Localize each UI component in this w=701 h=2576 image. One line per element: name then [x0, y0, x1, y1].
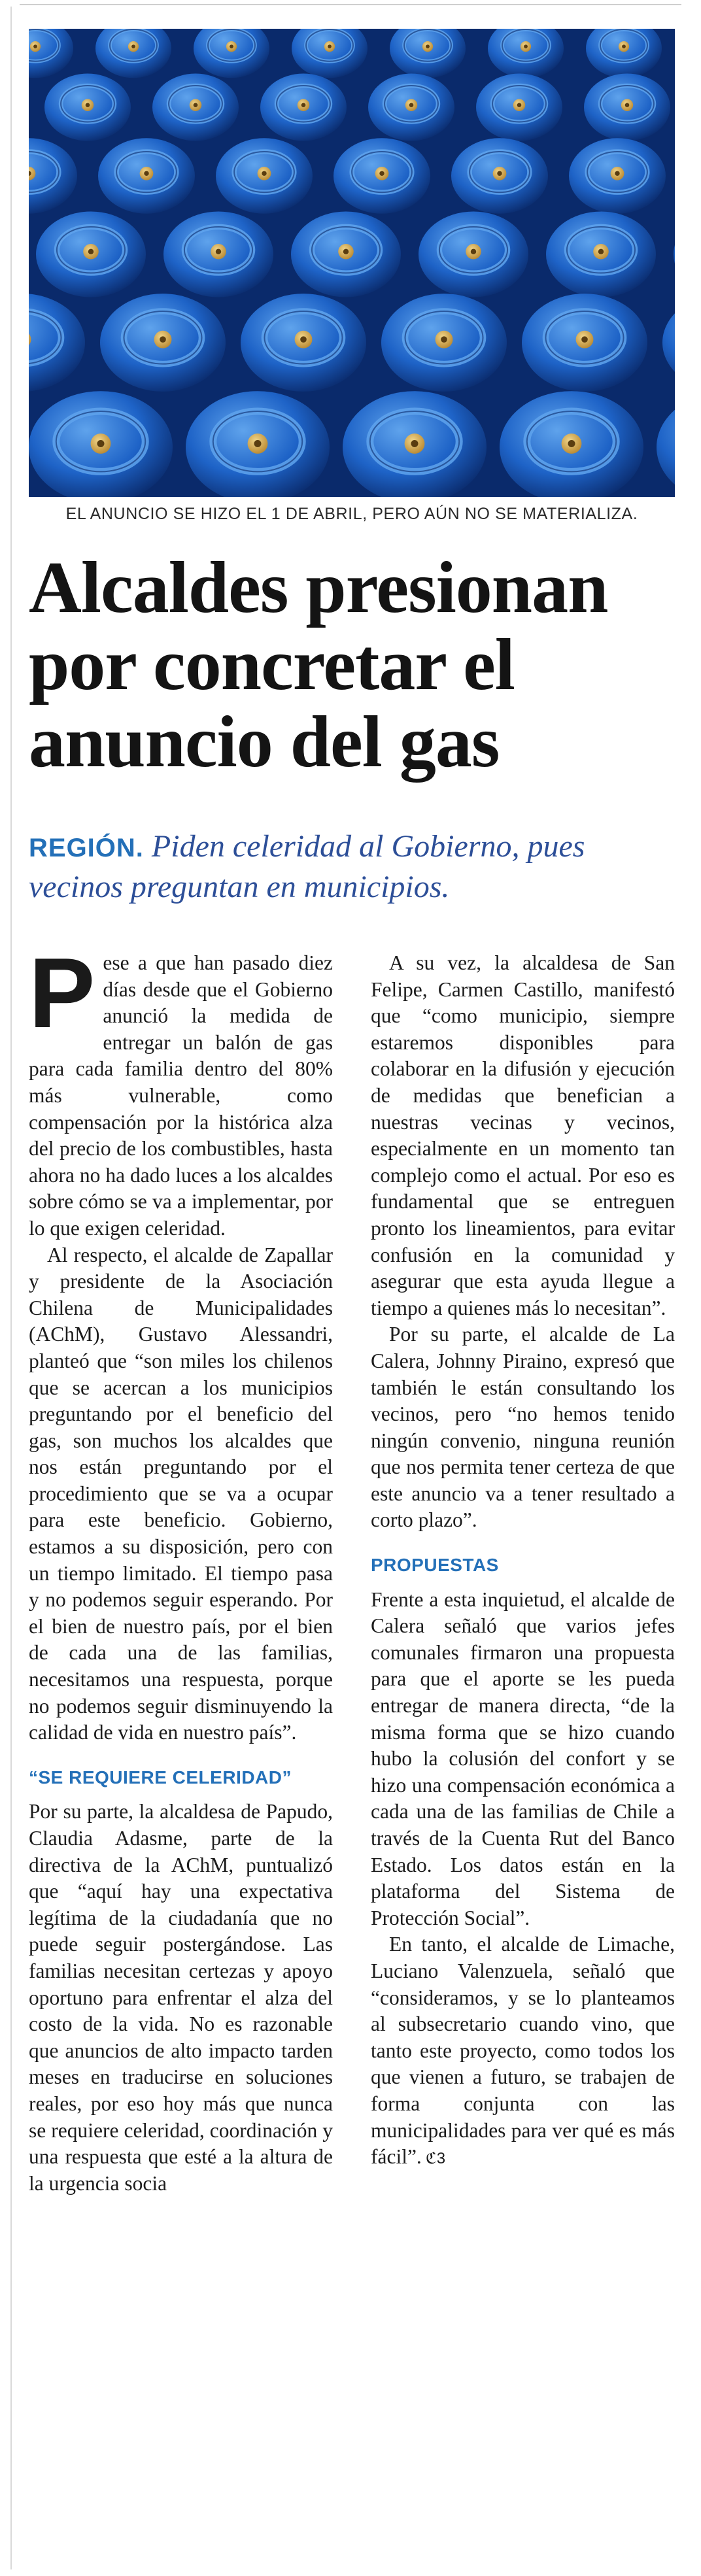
section-heading: PROPUESTAS	[371, 1555, 499, 1576]
paragraph-text: En tanto, el alcalde de Limache, Luciano Valenzuela, señaló que “consideramos, y se lo planteamos al subsecretario cuando vino, que tanto este proyecto, como todos los que vienen a futuro, se trabajen de forma conjunta con las municipalidades para ver qué es más fácil”.	[371, 1933, 675, 2169]
body-paragraph: Por su parte, el alcalde de La Calera, Johnny Piraino, expresó que también le están consultando los vecinos, pero “no hemos tenido ningún convenio, ninguna reunión que nos permita tener certeza de que este anuncio va a tener resultado a corto plazo”.	[371, 1323, 675, 1532]
gas-cylinder	[163, 211, 273, 297]
gas-cylinders-photo	[29, 29, 675, 497]
gas-cylinder	[291, 211, 401, 297]
gas-cylinder	[546, 211, 656, 297]
gas-cylinder-icon	[29, 29, 675, 497]
gas-cylinder	[476, 74, 562, 141]
subhead-deck: Piden celeridad al Gobierno, pues vecinos preguntan en municipios.	[29, 829, 585, 904]
top-rule	[20, 4, 681, 5]
gas-cylinder	[333, 138, 430, 213]
gas-cylinder	[569, 138, 666, 213]
gas-cylinder	[260, 74, 347, 141]
gas-cylinder	[451, 138, 548, 213]
gas-cylinder	[381, 294, 507, 392]
gas-cylinder	[584, 74, 670, 141]
body-paragraph: Frente a esta inquietud, el alcalde de Calera señaló que varios jefes comunales firmaron una propuesta para que el aporte se les pueda entregar de manera directa, “de la misma forma que se hizo cuando hubo la colusión del confort y se hizo una compensación económica a cada una de las familias de Chile a través de la Cuenta Rut del Banco Estado. Los datos están en la plataforma del Sistema de Protección Social”.	[371, 1587, 675, 1929]
headline: Alcaldes presionan por concretar el anuncio del gas	[29, 547, 608, 783]
gas-cylinder	[241, 294, 366, 392]
gas-cylinder	[100, 294, 226, 392]
paragraph-text: ese a que han pasado diez días desde que el Gobierno anunció la medida de entregar un balón de gas para cada familia dentro del 80% más vulnerable, como compensación por la histórica alza del precio de los combustibles, hasta ahora no ha dado luces a los alcaldes sobre cómo se va a implementar, por lo que exigen celeridad.	[29, 951, 333, 1240]
body-paragraph: Por su parte, la alcaldesa de Papudo, Claudia Adasme, parte de la directiva de la AChM, puntualizó que “aquí hay una expectativa legítima de la ciudadanía que no puede seguir postergándose. Las familias necesitan certezas y apoyo oportuno para enfrentar el alza del costo de la vida. No es razonable que anuncios de alto impacto tarden meses en traducirse en soluciones reales, por eso hoy más que nunca se requiere celeridad, coordinación y una respuesta que esté a la altura de la urgencia socia	[29, 1800, 333, 2195]
gas-cylinder	[368, 74, 454, 141]
subhead-kicker: REGIÓN.	[29, 834, 144, 862]
gas-cylinder	[419, 211, 528, 297]
gas-cylinder	[36, 211, 146, 297]
end-mark-icon: ℭ3	[425, 2150, 446, 2168]
body-paragraph: Al respecto, el alcalde de Zapallar y presidente de la Asociación Chilena de Municipalidades (AChM), Gustavo Alessandri, planteó que “son miles los chilenos que se acercan a los municipios preguntando por el beneficio del gas, son muchos los alcaldes que nos están preguntando por el procedimiento que se va a ocupar para este beneficio. Gobierno, estamos a su disposición, pero con un tiempo limitado. El tiempo pasa y no podemos seguir esperando. Por el bien de nuestro país, por el bien de cada una de las familias, necesitamos una respuesta, porque no podemos seguir disminuyendo la calidad de vida en nuestro país”.	[29, 1243, 333, 1744]
body-column-right	[371, 950, 675, 2173]
body-paragraph	[371, 1931, 675, 2172]
body-paragraph: A su vez, la alcaldesa de San Felipe, Carmen Castillo, manifestó que “como municipio, siempre estaremos disponibles para colaborar en la difusión y ejecución de medidas que benefician a nuestras vecinas y vecinos, especialmente en un momento tan complejo como el actual. Por eso es fundamental que se entreguen pronto los lineamientos, para evitar confusión en la comunidad y asegurar que esta ayuda llegue a tiempo a quienes más lo necesitan”.	[371, 951, 675, 1319]
body-paragraph	[29, 938, 333, 1242]
gas-cylinder	[44, 74, 131, 141]
gas-cylinder	[152, 74, 239, 141]
subhead	[29, 827, 675, 907]
gas-cylinder	[522, 294, 647, 392]
drop-cap: P	[29, 938, 95, 1049]
page-edge-rule	[10, 7, 12, 2569]
photo-caption: EL ANUNCIO SE HIZO EL 1 DE ABRIL, PERO AÚN NO SE MATERIALIZA.	[65, 505, 638, 523]
gas-cylinder	[216, 138, 313, 213]
gas-cylinder	[98, 138, 195, 213]
section-heading: “SE REQUIERE CELERIDAD”	[29, 1767, 292, 1788]
body-column-left	[29, 938, 333, 2197]
